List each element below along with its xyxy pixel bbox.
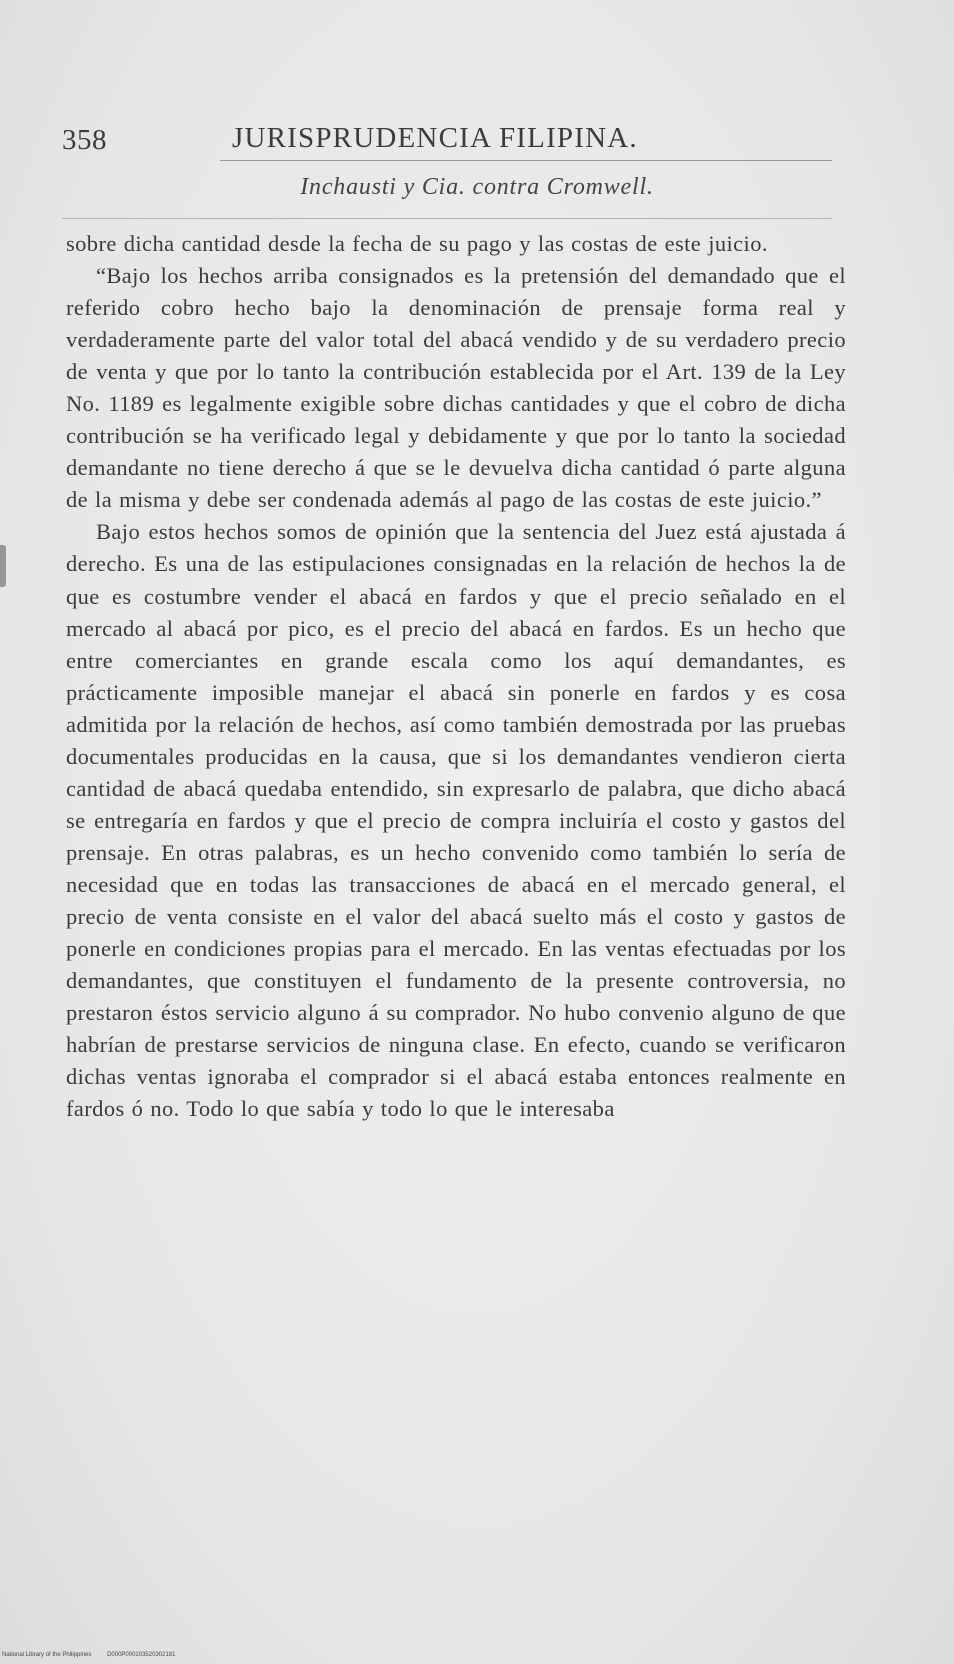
body-text: [66, 228, 846, 1125]
footer-library: National Library of the Philippines: [2, 1652, 92, 1658]
scan-footer: [2, 1652, 189, 1658]
binding-edge-mark: [0, 545, 6, 587]
paragraph-opinion: Bajo estos hechos somos de opinión que la sentencia del Juez está ajustada á derecho. Es una de las estipulaciones consignadas en la relación de hechos la de que es costumbre vender el abacá en fardos y que el precio señalado en el mercado al abacá por pico, es el precio del abacá en fardos. Es un hecho que entre comerciantes en grande escala como los aquí demandantes, es prácticamente imposible manejar el abacá sin ponerle en fardos y es cosa admitida por la relación de hechos, así como también demostrada por las pruebas documentales producidas en la causa, que si los demandantes vendieron cierta cantidad de abacá quedaba entendido, sin expresarlo de palabra, que dicho abacá se entregaría en fardos y que el precio de compra incluiría el costo y gastos del prensaje. En otras palabras, es un hecho convenido como también lo sería de necesidad que en todas las transacciones de abacá en el mercado general, el precio de venta consiste en el valor del abacá suelto más el costo y gastos de ponerle en condiciones propias para el mercado. En las ventas efectuadas por los demandantes, que constituyen el fundamento de la presente controversia, no prestaron éstos servicio alguno á su comprador. No hubo convenio alguno de que habrían de prestarse servicios de ninguna clase. En efecto, cuando se verificaron dichas ventas ignoraba el comprador si el abacá estaba entonces realmente en fardos ó no. Todo lo que sabía y todo lo que le interesaba: [66, 519, 846, 1122]
page-header: [62, 118, 832, 166]
paragraph-continuation: sobre dicha cantidad desde la fecha de su pago y las costas de este juicio.: [66, 231, 768, 256]
running-title: JURISPRUDENCIA FILIPINA.: [232, 122, 638, 154]
footer-id: D000P000103520302181: [107, 1652, 176, 1658]
paragraph-quote: “Bajo los hechos arriba consignados es la pretensión del demandado que el referido cobro hecho bajo la denominación de prensaje forma real y verdaderamente parte del valor total del abacá vendido y de su verdadero precio de venta y que por lo tanto la contribución establecida por el Art. 139 de la Ley No. 1189 es legalmente exigible sobre dichas cantidades y que el cobro de dicha contribución se ha verificado legal y debidamente y que por lo tanto la sociedad demandante no tiene derecho á que se le devuelva dicha cantidad ó parte alguna de la misma y debe ser condenada además al pago de las costas de este juicio.”: [66, 263, 846, 513]
case-title-rule: [62, 218, 832, 219]
header-rule: [220, 160, 832, 161]
case-title: Inchausti y Cia. contra Cromwell.: [300, 174, 654, 200]
page-number: 358: [62, 124, 107, 156]
